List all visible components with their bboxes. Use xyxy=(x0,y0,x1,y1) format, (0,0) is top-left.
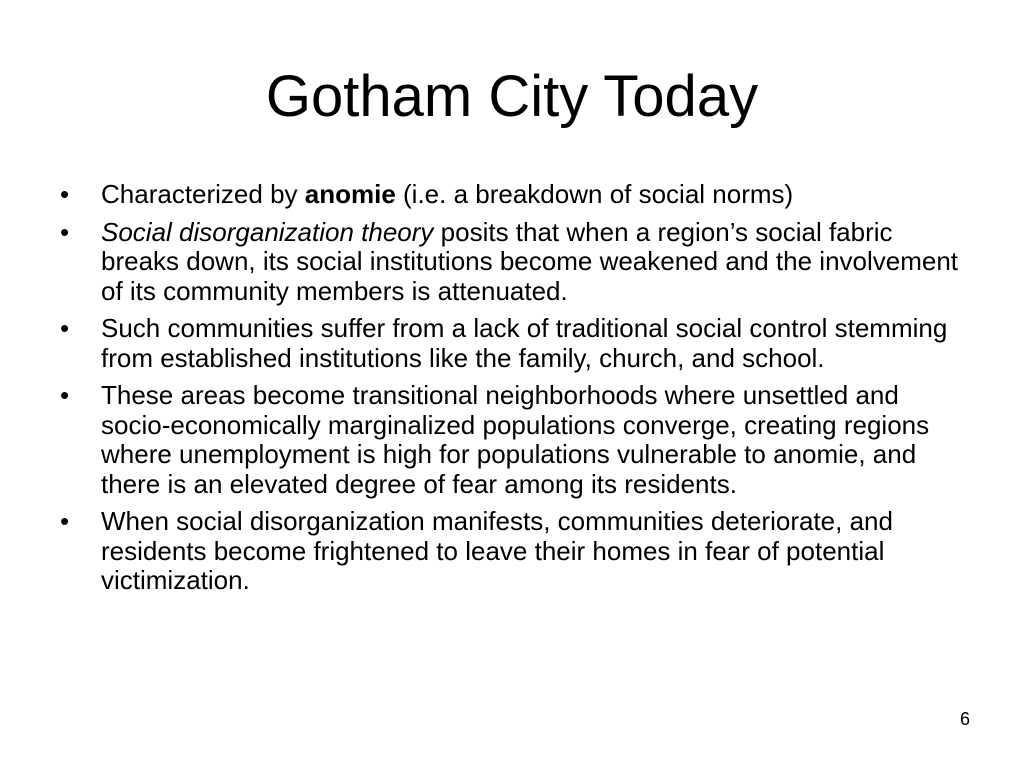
bullet-text: (i.e. a breakdown of social norms) xyxy=(395,179,794,209)
bullet-bold-term: anomie xyxy=(304,179,396,209)
bullet-dot: • xyxy=(60,380,70,410)
bullet-text: Such communities suffer from a lack of traditional social control stemming from established institutions like the family, church, and school. xyxy=(101,313,948,373)
bullet-dot: • xyxy=(60,216,70,247)
bullet-text: Characterized by xyxy=(101,179,305,209)
slide-title: Gotham City Today xyxy=(265,64,759,129)
bullet-italic-term: Social disorganization theory xyxy=(101,216,434,247)
bullet-social-control xyxy=(60,314,960,373)
bullet-dot: • xyxy=(60,313,70,343)
bullet-text: When social disorganization manifests, communities deteriorate, and residents become frightened to leave their homes in fear of potential victimization. xyxy=(101,506,893,595)
bullet-transitional-neighborhoods xyxy=(60,381,960,499)
bullet-list xyxy=(60,180,960,604)
bullet-communities-deteriorate xyxy=(60,507,960,596)
bullet-social-disorganization-theory xyxy=(60,218,960,307)
bullet-text: posits that when a region’s social fabric breaks down, its social institutions become weakened and the involvement of its community members is attenuated. xyxy=(101,216,959,306)
bullet-anomie xyxy=(60,180,960,210)
page-number: 6 xyxy=(959,709,970,729)
bullet-text: These areas become transitional neighborhoods where unsettled and socio-economically marginalized populations converge, creating regions where unemployment is high for populations vulnerable to anomie, and there is an elevated degree of fear among its residents. xyxy=(101,380,930,499)
bullet-dot: • xyxy=(60,179,70,209)
bullet-dot: • xyxy=(60,506,70,536)
